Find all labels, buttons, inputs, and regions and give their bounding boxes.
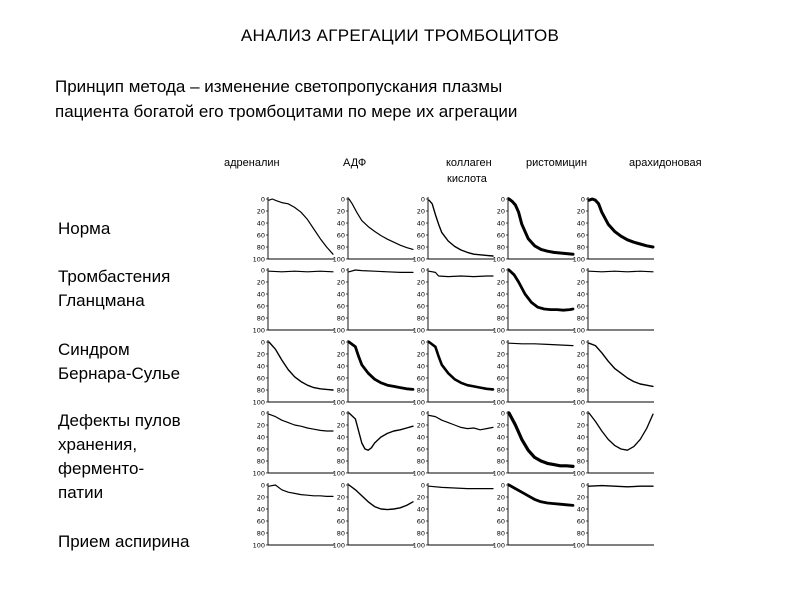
aggregation-curve <box>429 342 493 389</box>
aggregation-curve <box>349 342 413 389</box>
y-tick-label: 100 <box>332 326 345 335</box>
y-tick-label: 40 <box>416 505 425 514</box>
y-tick-label: 60 <box>416 374 425 383</box>
aggregation-curve <box>269 199 333 254</box>
y-tick-label: 80 <box>576 457 585 466</box>
y-tick-label: 80 <box>496 386 505 395</box>
y-tick-label: 100 <box>252 469 265 478</box>
y-tick-label: 40 <box>336 219 345 228</box>
aggregation-curve <box>509 413 573 466</box>
y-tick-label: 100 <box>572 398 585 407</box>
y-tick-label: 80 <box>256 314 265 323</box>
y-tick-label: 0 <box>340 409 345 418</box>
mini-chart-r5-c4 <box>493 481 574 549</box>
y-tick-label: 60 <box>336 517 345 526</box>
mini-chart-r2-c4 <box>493 266 574 334</box>
y-tick-label: 20 <box>416 207 425 216</box>
y-tick-label: 40 <box>576 362 585 371</box>
y-tick-label: 100 <box>492 469 505 478</box>
y-tick-label: 80 <box>256 243 265 252</box>
row-label-line: Тромбастения <box>58 267 171 286</box>
y-tick-label: 20 <box>496 350 505 359</box>
y-tick-label: 40 <box>416 362 425 371</box>
y-tick-label: 80 <box>336 386 345 395</box>
mini-chart-r5-c3 <box>413 481 494 549</box>
y-tick-label: 20 <box>576 350 585 359</box>
y-tick-label: 40 <box>256 433 265 442</box>
y-tick-label: 40 <box>496 433 505 442</box>
slide-title: АНАЛИЗ АГРЕГАЦИИ ТРОМБОЦИТОВ <box>240 26 560 45</box>
aggregation-curve <box>509 270 573 310</box>
y-tick-label: 60 <box>256 302 265 311</box>
aggregation-curve <box>589 271 653 272</box>
aggregation-curve <box>509 343 573 345</box>
y-tick-label: 60 <box>496 517 505 526</box>
y-tick-label: 100 <box>252 255 265 264</box>
y-tick-label: 0 <box>500 195 505 204</box>
y-tick-label: 20 <box>416 421 425 430</box>
y-tick-label: 20 <box>576 207 585 216</box>
y-tick-label: 80 <box>416 243 425 252</box>
y-tick-label: 40 <box>336 362 345 371</box>
y-tick-label: 0 <box>260 338 265 347</box>
aggregation-curve <box>589 413 653 450</box>
y-tick-label: 0 <box>500 266 505 275</box>
row-label-line: патии <box>58 483 104 502</box>
y-tick-label: 60 <box>416 231 425 240</box>
aggregation-curve <box>509 485 573 505</box>
row-label-line: Гланцмана <box>58 291 145 310</box>
y-tick-label: 0 <box>260 409 265 418</box>
y-tick-label: 40 <box>496 219 505 228</box>
y-tick-label: 80 <box>416 386 425 395</box>
aggregation-curve <box>429 271 493 276</box>
y-tick-label: 40 <box>576 433 585 442</box>
aggregation-curve <box>429 415 493 429</box>
y-tick-label: 20 <box>496 493 505 502</box>
mini-chart-r3-c2 <box>333 338 414 406</box>
y-tick-label: 100 <box>412 326 425 335</box>
y-tick-label: 100 <box>332 469 345 478</box>
y-tick-label: 60 <box>256 231 265 240</box>
row-label-line: Бернара-Сулье <box>58 364 181 383</box>
y-tick-label: 80 <box>496 457 505 466</box>
y-tick-label: 20 <box>416 493 425 502</box>
y-tick-label: 100 <box>412 541 425 550</box>
y-tick-label: 40 <box>336 505 345 514</box>
y-tick-label: 80 <box>336 457 345 466</box>
y-tick-label: 80 <box>336 243 345 252</box>
y-tick-label: 40 <box>416 433 425 442</box>
mini-chart-r2-c3 <box>413 266 494 334</box>
y-tick-label: 40 <box>336 433 345 442</box>
y-tick-label: 60 <box>336 302 345 311</box>
y-tick-label: 40 <box>416 290 425 299</box>
y-tick-label: 100 <box>412 398 425 407</box>
y-tick-label: 60 <box>336 374 345 383</box>
aggregation-curve <box>349 199 413 249</box>
y-tick-label: 60 <box>416 445 425 454</box>
y-tick-label: 40 <box>576 505 585 514</box>
y-tick-label: 80 <box>256 457 265 466</box>
y-tick-label: 100 <box>572 255 585 264</box>
y-tick-label: 20 <box>256 493 265 502</box>
y-tick-label: 0 <box>500 409 505 418</box>
y-tick-label: 0 <box>340 481 345 490</box>
y-tick-label: 80 <box>576 314 585 323</box>
y-tick-label: 40 <box>256 290 265 299</box>
mini-chart-r4-c4 <box>493 409 574 477</box>
y-tick-label: 20 <box>416 278 425 287</box>
y-tick-label: 100 <box>572 326 585 335</box>
aggregation-curve <box>349 413 413 450</box>
y-tick-label: 60 <box>576 374 585 383</box>
row-label-line: Синдром <box>58 340 130 359</box>
mini-chart-r2-c5 <box>573 266 654 334</box>
aggregation-curve <box>269 271 333 272</box>
y-tick-label: 20 <box>576 421 585 430</box>
y-tick-label: 0 <box>340 338 345 347</box>
y-tick-label: 20 <box>496 207 505 216</box>
y-tick-label: 80 <box>336 529 345 538</box>
y-tick-label: 20 <box>576 278 585 287</box>
aggregation-curve <box>429 200 493 256</box>
y-tick-label: 100 <box>572 541 585 550</box>
y-tick-label: 0 <box>420 195 425 204</box>
y-tick-label: 100 <box>492 541 505 550</box>
y-tick-label: 0 <box>420 338 425 347</box>
mini-chart-r5-c5 <box>573 481 654 549</box>
mini-chart-r1-c1 <box>253 195 334 263</box>
mini-chart-r1-c2 <box>333 195 414 263</box>
y-tick-label: 0 <box>260 481 265 490</box>
y-tick-label: 0 <box>260 266 265 275</box>
y-tick-label: 60 <box>576 445 585 454</box>
y-tick-label: 40 <box>496 505 505 514</box>
mini-chart-r3-c4 <box>493 338 574 406</box>
y-tick-label: 100 <box>332 398 345 407</box>
y-tick-label: 20 <box>256 350 265 359</box>
y-tick-label: 40 <box>256 505 265 514</box>
y-tick-label: 80 <box>336 314 345 323</box>
y-tick-label: 100 <box>252 398 265 407</box>
y-tick-label: 20 <box>336 493 345 502</box>
y-tick-label: 0 <box>340 195 345 204</box>
mini-chart-r2-c1 <box>253 266 334 334</box>
aggregation-curve <box>589 486 653 487</box>
y-tick-label: 60 <box>496 445 505 454</box>
y-tick-label: 20 <box>336 350 345 359</box>
aggregation-curve <box>269 342 333 390</box>
y-tick-label: 80 <box>576 529 585 538</box>
aggregation-curve <box>589 343 653 386</box>
mini-chart-r1-c5 <box>573 195 654 263</box>
row-label-line: ферменто- <box>58 459 145 478</box>
y-tick-label: 100 <box>252 326 265 335</box>
column-label-adrenaline: адреналин <box>224 157 280 169</box>
mini-chart-r3-c3 <box>413 338 494 406</box>
y-tick-label: 100 <box>492 255 505 264</box>
y-tick-label: 100 <box>252 541 265 550</box>
row-label-line: Дефекты пулов <box>58 411 181 430</box>
aggregation-curve <box>589 199 653 247</box>
y-tick-label: 40 <box>416 219 425 228</box>
row-label-line: Прием аспирина <box>58 532 190 551</box>
y-tick-label: 0 <box>420 481 425 490</box>
y-tick-label: 60 <box>336 445 345 454</box>
y-tick-label: 0 <box>420 266 425 275</box>
column-label-adp: АДФ <box>343 157 367 169</box>
y-tick-label: 60 <box>256 445 265 454</box>
aggregation-curve <box>349 270 413 272</box>
y-tick-label: 60 <box>416 302 425 311</box>
intro-line-2: пациента богатой его тромбоцитами по мере их агрегации <box>55 102 518 121</box>
mini-chart-r1-c3 <box>413 195 494 263</box>
y-tick-label: 0 <box>500 338 505 347</box>
mini-chart-r2-c2 <box>333 266 414 334</box>
y-tick-label: 60 <box>576 517 585 526</box>
y-tick-label: 80 <box>256 386 265 395</box>
y-tick-label: 0 <box>420 409 425 418</box>
y-tick-label: 20 <box>336 421 345 430</box>
y-tick-label: 80 <box>416 314 425 323</box>
y-tick-label: 20 <box>336 207 345 216</box>
aggregation-curve <box>509 199 573 254</box>
y-tick-label: 80 <box>576 386 585 395</box>
y-tick-label: 20 <box>336 278 345 287</box>
mini-chart-r4-c1 <box>253 409 334 477</box>
y-tick-label: 60 <box>576 302 585 311</box>
intro-line-1: Принцип метода – изменение светопропускания плазмы <box>55 77 503 96</box>
y-tick-label: 80 <box>496 529 505 538</box>
y-tick-label: 80 <box>256 529 265 538</box>
y-tick-label: 20 <box>496 278 505 287</box>
y-tick-label: 100 <box>412 255 425 264</box>
y-tick-label: 100 <box>572 469 585 478</box>
y-tick-label: 60 <box>336 231 345 240</box>
y-tick-label: 40 <box>336 290 345 299</box>
y-tick-label: 0 <box>580 338 585 347</box>
y-tick-label: 100 <box>332 255 345 264</box>
y-tick-label: 60 <box>576 231 585 240</box>
row-label-line: Норма <box>58 219 111 238</box>
mini-chart-r4-c3 <box>413 409 494 477</box>
y-tick-label: 40 <box>576 219 585 228</box>
y-tick-label: 20 <box>416 350 425 359</box>
mini-chart-r3-c5 <box>573 338 654 406</box>
y-tick-label: 60 <box>416 517 425 526</box>
mini-chart-r4-c2 <box>333 409 414 477</box>
y-tick-label: 40 <box>496 362 505 371</box>
mini-chart-r5-c2 <box>333 481 414 549</box>
y-tick-label: 100 <box>332 541 345 550</box>
y-tick-label: 100 <box>492 398 505 407</box>
y-tick-label: 40 <box>496 290 505 299</box>
y-tick-label: 80 <box>496 314 505 323</box>
aggregation-curve <box>269 414 333 431</box>
y-tick-label: 60 <box>496 374 505 383</box>
aggregation-curve <box>429 486 493 488</box>
mini-chart-r1-c4 <box>493 195 574 263</box>
column-label-acid: кислота <box>447 173 487 185</box>
y-tick-label: 40 <box>256 362 265 371</box>
aggregation-curve <box>349 485 413 510</box>
y-tick-label: 80 <box>576 243 585 252</box>
y-tick-label: 20 <box>496 421 505 430</box>
y-tick-label: 0 <box>340 266 345 275</box>
y-tick-label: 0 <box>260 195 265 204</box>
y-tick-label: 40 <box>576 290 585 299</box>
y-tick-label: 0 <box>580 195 585 204</box>
row-label-line: хранения, <box>58 435 138 454</box>
y-tick-label: 60 <box>496 302 505 311</box>
y-tick-label: 100 <box>412 469 425 478</box>
y-tick-label: 20 <box>256 207 265 216</box>
y-tick-label: 20 <box>256 421 265 430</box>
y-tick-label: 0 <box>580 266 585 275</box>
mini-chart-r4-c5 <box>573 409 654 477</box>
y-tick-label: 60 <box>256 517 265 526</box>
y-tick-label: 0 <box>580 409 585 418</box>
y-tick-label: 0 <box>500 481 505 490</box>
y-tick-label: 0 <box>580 481 585 490</box>
y-tick-label: 100 <box>492 326 505 335</box>
column-label-ristocetin: ристомицин <box>526 157 588 169</box>
column-label-arachidonic: арахидоновая <box>629 157 702 169</box>
mini-chart-r5-c1 <box>253 481 334 549</box>
y-tick-label: 60 <box>256 374 265 383</box>
column-label-collagen: коллаген <box>446 157 492 169</box>
y-tick-label: 60 <box>496 231 505 240</box>
y-tick-label: 80 <box>416 457 425 466</box>
y-tick-label: 40 <box>256 219 265 228</box>
aggregation-curve <box>269 485 333 496</box>
mini-chart-r3-c1 <box>253 338 334 406</box>
y-tick-label: 80 <box>496 243 505 252</box>
y-tick-label: 80 <box>416 529 425 538</box>
y-tick-label: 20 <box>576 493 585 502</box>
y-tick-label: 20 <box>256 278 265 287</box>
